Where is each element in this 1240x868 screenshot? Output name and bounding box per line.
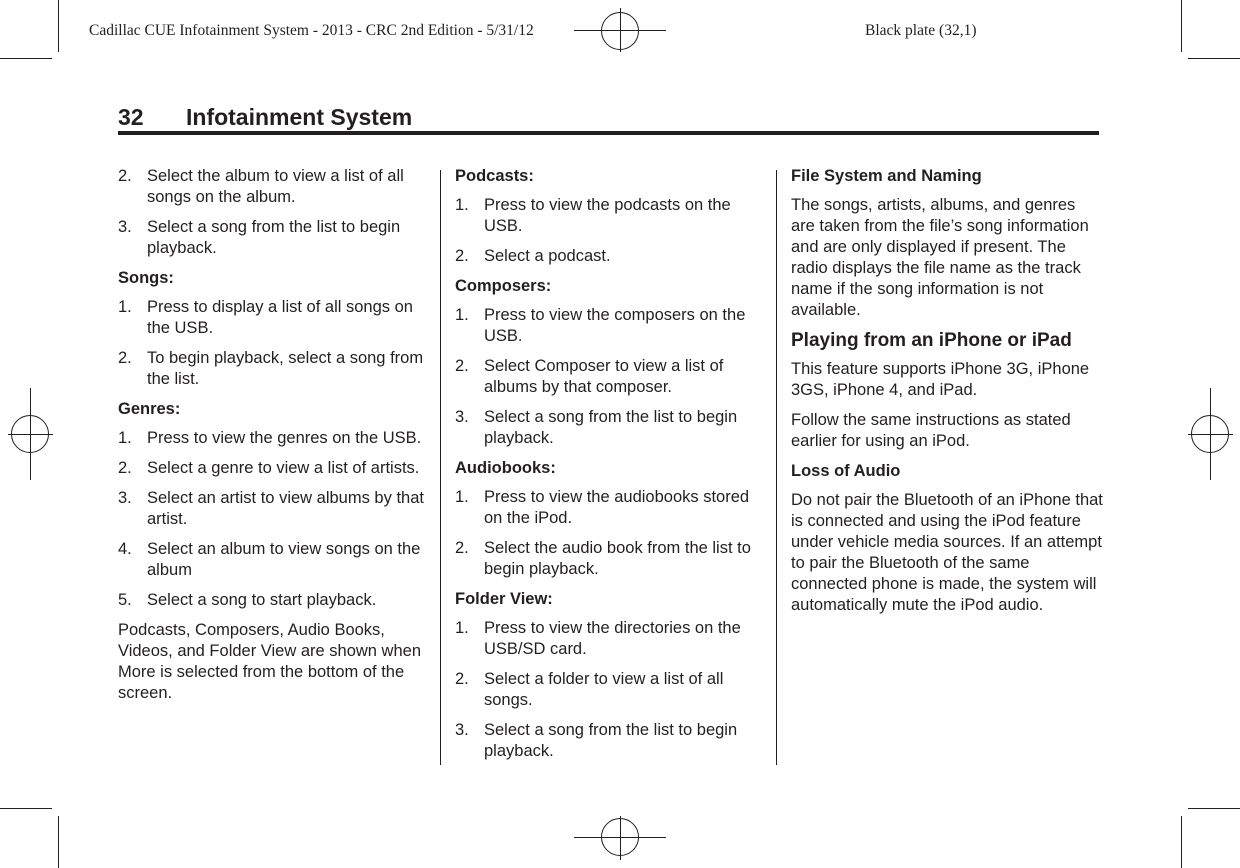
album-steps — [118, 166, 428, 259]
list-item: 3. Select a song from the list to begin playback. — [455, 408, 738, 447]
folder-steps — [455, 618, 767, 762]
list-item: 3. Select a song from the list to begin playback. — [455, 721, 738, 760]
crop-mark-bl-v — [58, 816, 59, 868]
list-item: 2. Select a podcast. — [455, 247, 611, 265]
list-item: 2. Select a genre to view a list of artists. — [118, 459, 420, 477]
crop-mark-bl-h — [0, 808, 52, 809]
podcasts-steps — [455, 195, 767, 267]
list-item: 1. Press to view the audiobooks stored on the iPod. — [455, 488, 750, 527]
list-item: 2. Select a folder to view a list of all songs. — [455, 670, 724, 709]
songs-heading: Songs: — [118, 269, 174, 287]
folder-view-heading: Folder View: — [455, 590, 553, 608]
loss-of-audio-heading: Loss of Audio — [791, 462, 901, 480]
genres-steps — [118, 428, 428, 611]
page-number: 32 — [118, 104, 144, 130]
audiobooks-steps — [455, 487, 767, 580]
list-item: 3. Select an artist to view albums by that artist. — [118, 489, 424, 528]
list-item: 2. Select the album to view a list of all songs on the album. — [118, 167, 404, 206]
list-item: 4. Select an album to view songs on the album — [118, 540, 421, 579]
composers-steps — [455, 305, 767, 449]
iphone-instructions-text: Follow the same instructions as stated earlier for using an iPod. — [791, 411, 1071, 450]
more-note: Podcasts, Composers, Audio Books, Videos, and Folder View are shown when More is selected from the bottom of the screen. — [118, 621, 421, 702]
column-1 — [118, 166, 428, 713]
iphone-support-text: This feature supports iPhone 3G, iPhone 3GS, iPhone 4, and iPad. — [791, 360, 1090, 399]
list-item: 1. Press to view the composers on the USB. — [455, 306, 746, 345]
crop-mark-br-h — [1188, 808, 1240, 809]
list-item: 2. Select Composer to view a list of albums by that composer. — [455, 357, 724, 396]
list-item: 2. Select the audio book from the list to begin playback. — [455, 539, 751, 578]
list-item: 5. Select a song to start playback. — [118, 591, 377, 609]
list-item: 1. Press to view the directories on the USB/SD card. — [455, 619, 741, 658]
crop-mark-tl-v — [58, 0, 59, 52]
composers-heading: Composers: — [455, 277, 552, 295]
file-system-heading: File System and Naming — [791, 167, 982, 185]
file-system-text: The songs, artists, albums, and genres are taken from the file’s song information and are only displayed if present. The radio displays the file name as the track name if the song information is not available. — [791, 196, 1089, 319]
page-title: Infotainment System — [186, 104, 413, 130]
audiobooks-heading: Audiobooks: — [455, 459, 556, 477]
podcasts-heading: Podcasts: — [455, 167, 534, 185]
list-item: 3. Select a song from the list to begin playback. — [118, 218, 401, 257]
crop-mark-br-v — [1181, 816, 1182, 868]
column-3 — [791, 166, 1103, 625]
genres-heading: Genres: — [118, 400, 181, 418]
column-divider-1 — [440, 170, 441, 765]
header-rule — [118, 131, 1099, 135]
doc-info-header: Cadillac CUE Infotainment System - 2013 - CRC 2nd Edition - 5/31/12 — [89, 22, 534, 39]
iphone-section-heading: Playing from an iPhone or iPad — [791, 330, 1072, 351]
list-item: 1. Press to view the podcasts on the USB. — [455, 196, 731, 235]
list-item: 2. To begin playback, select a song from the list. — [118, 349, 424, 388]
list-item: 1. Press to view the genres on the USB. — [118, 429, 422, 447]
plate-label: Black plate (32,1) — [865, 22, 977, 39]
crop-mark-tl-h — [0, 58, 52, 59]
loss-of-audio-text: Do not pair the Bluetooth of an iPhone that is connected and using the iPod feature under vehicle media sources. If an attempt to pair the Bluetooth of the same connected phone is made, the system will automatically mute the iPod audio. — [791, 491, 1103, 614]
column-2 — [455, 166, 767, 771]
crop-mark-tr-v — [1181, 0, 1182, 52]
crop-mark-tr-h — [1188, 58, 1240, 59]
songs-steps — [118, 297, 428, 390]
column-divider-2 — [776, 170, 777, 765]
list-item: 1. Press to display a list of all songs on the USB. — [118, 298, 413, 337]
